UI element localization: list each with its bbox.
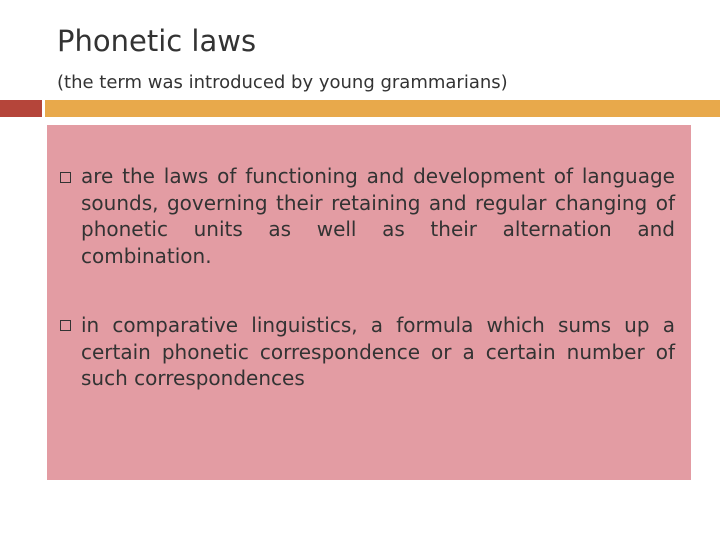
- divider-bar: [45, 100, 720, 117]
- slide-subtitle: (the term was introduced by young grammarians): [57, 72, 508, 93]
- slide-title: Phonetic laws: [57, 24, 257, 58]
- square-bullet-icon: [60, 320, 71, 331]
- bullet-text: in comparative linguistics, a formula which sums up a certain phonetic correspondence or a certain number of such correspondences: [81, 313, 675, 390]
- divider-accent-block: [0, 100, 42, 117]
- content-box: [47, 125, 691, 480]
- bullet-text: are the laws of functioning and development of language sounds, governing their retaining and regular changing of phonetic units as well as their alternation and combination.: [81, 164, 675, 268]
- square-bullet-icon: [60, 172, 71, 183]
